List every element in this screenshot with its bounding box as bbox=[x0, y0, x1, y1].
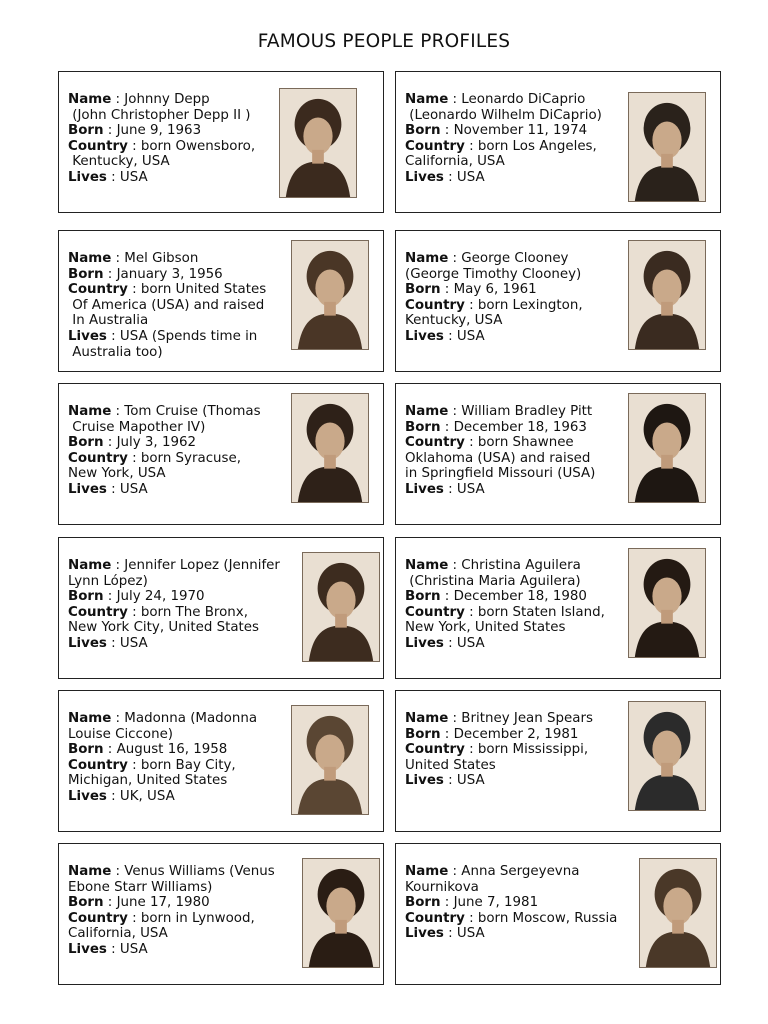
profile-photo bbox=[302, 858, 380, 968]
field-label-born: Born bbox=[405, 123, 441, 139]
field-value: : August 16, 1958 bbox=[103, 742, 228, 758]
profile-line bbox=[68, 123, 255, 139]
profile-photo bbox=[291, 705, 369, 815]
field-value: : June 7, 1981 bbox=[440, 895, 539, 911]
field-label-lives: Lives bbox=[68, 635, 107, 651]
field-label-lives: Lives bbox=[405, 169, 444, 185]
field-label-name: Name bbox=[68, 404, 112, 419]
profile-text bbox=[405, 251, 583, 345]
profile-line bbox=[405, 727, 593, 743]
field-value: Cruise Mapother IV) bbox=[68, 419, 206, 435]
profile-line bbox=[68, 404, 261, 420]
field-value: : Christina Aguilera bbox=[448, 558, 581, 573]
profile-line bbox=[405, 123, 602, 139]
profile-line bbox=[68, 558, 280, 574]
field-value: (Leonardo Wilhelm DiCaprio) bbox=[405, 107, 602, 123]
field-value: Kournikova bbox=[405, 879, 479, 895]
profile-photo bbox=[291, 393, 369, 503]
field-value: : USA bbox=[443, 328, 485, 344]
profile-photo bbox=[628, 701, 706, 811]
field-value: Oklahoma (USA) and raised bbox=[405, 450, 591, 466]
profile-line bbox=[405, 298, 583, 314]
field-value: : June 17, 1980 bbox=[103, 895, 210, 911]
field-label-country: Country bbox=[405, 742, 465, 758]
profile-card bbox=[58, 690, 384, 832]
profile-line bbox=[68, 329, 266, 345]
field-label-name: Name bbox=[405, 404, 449, 419]
field-value: : born Los Angeles, bbox=[464, 138, 597, 154]
profile-line bbox=[68, 345, 266, 361]
field-value: (Christina Maria Aguilera) bbox=[405, 573, 581, 589]
profile-line bbox=[68, 420, 261, 436]
profile-card bbox=[58, 537, 384, 679]
field-value: Lynn López) bbox=[68, 573, 148, 589]
field-label-born: Born bbox=[68, 123, 104, 139]
field-label-country: Country bbox=[68, 757, 128, 773]
field-value: New York, USA bbox=[68, 466, 166, 482]
field-label-country: Country bbox=[405, 297, 465, 313]
profile-photo bbox=[628, 393, 706, 503]
field-value: New York City, United States bbox=[68, 620, 260, 636]
field-value: : USA bbox=[443, 773, 485, 789]
profile-line bbox=[68, 313, 266, 329]
profile-line bbox=[68, 298, 266, 314]
profile-line bbox=[405, 139, 602, 155]
profile-line bbox=[405, 742, 593, 758]
profile-line bbox=[68, 758, 257, 774]
profile-line bbox=[405, 313, 583, 329]
profile-text bbox=[68, 92, 255, 186]
profile-line bbox=[405, 154, 602, 170]
field-value: : USA (Spends time in bbox=[106, 328, 258, 344]
field-value: : Anna Sergeyevna bbox=[448, 864, 580, 879]
field-value: : USA bbox=[443, 635, 485, 651]
profile-text bbox=[405, 711, 593, 789]
profile-photo bbox=[639, 858, 717, 968]
profile-line bbox=[68, 451, 261, 467]
field-label-lives: Lives bbox=[405, 481, 444, 497]
profile-text bbox=[405, 404, 595, 498]
field-value: : born Moscow, Russia bbox=[464, 910, 618, 926]
field-value: : born Mississippi, bbox=[464, 742, 589, 758]
profile-line bbox=[405, 482, 595, 498]
profile-card bbox=[58, 383, 384, 525]
field-value: : Venus Williams (Venus bbox=[111, 864, 275, 879]
field-value: : Johnny Depp bbox=[111, 92, 210, 107]
field-value: : June 9, 1963 bbox=[103, 123, 202, 139]
profile-line bbox=[405, 605, 605, 621]
profile-card bbox=[58, 71, 384, 213]
field-label-name: Name bbox=[68, 558, 112, 573]
profile-photo bbox=[628, 92, 706, 202]
profile-card bbox=[395, 537, 721, 679]
field-label-name: Name bbox=[405, 864, 449, 879]
field-value: Louise Ciccone) bbox=[68, 726, 174, 742]
field-value: : born Bay City, bbox=[127, 757, 236, 773]
profile-photo bbox=[628, 240, 706, 350]
profile-line bbox=[405, 864, 617, 880]
profile-line bbox=[68, 742, 257, 758]
field-label-lives: Lives bbox=[405, 773, 444, 789]
profile-line bbox=[405, 404, 595, 420]
profile-card bbox=[58, 843, 384, 985]
profile-line bbox=[405, 880, 617, 896]
profile-line bbox=[68, 267, 266, 283]
profile-line bbox=[68, 139, 255, 155]
field-label-lives: Lives bbox=[68, 328, 107, 344]
field-value: : USA bbox=[443, 481, 485, 497]
profile-line bbox=[405, 282, 583, 298]
field-value: : born United States bbox=[127, 282, 267, 298]
profile-card bbox=[395, 843, 721, 985]
profile-line bbox=[405, 420, 595, 436]
field-value: : William Bradley Pitt bbox=[448, 404, 593, 419]
profile-text bbox=[405, 864, 617, 942]
field-label-born: Born bbox=[68, 742, 104, 758]
field-value: In Australia bbox=[68, 313, 149, 329]
profile-line bbox=[68, 926, 275, 942]
field-value: California, USA bbox=[405, 154, 505, 170]
field-label-country: Country bbox=[68, 604, 128, 620]
page-title: FAMOUS PEOPLE PROFILES bbox=[257, 31, 511, 52]
profile-card bbox=[58, 230, 384, 372]
field-value: : December 18, 1963 bbox=[440, 419, 587, 435]
profile-line bbox=[68, 620, 280, 636]
field-label-lives: Lives bbox=[68, 169, 107, 185]
field-value: : George Clooney bbox=[448, 251, 569, 266]
field-value: : born The Bronx, bbox=[127, 604, 248, 620]
field-label-country: Country bbox=[405, 604, 465, 620]
field-value: : July 3, 1962 bbox=[103, 435, 197, 451]
field-value: : Leonardo DiCaprio bbox=[448, 92, 586, 107]
profile-line bbox=[68, 895, 275, 911]
field-label-lives: Lives bbox=[68, 481, 107, 497]
field-label-born: Born bbox=[405, 726, 441, 742]
profile-line bbox=[68, 864, 275, 880]
field-label-country: Country bbox=[405, 138, 465, 154]
field-label-country: Country bbox=[68, 138, 128, 154]
profile-text bbox=[68, 558, 280, 652]
profile-line bbox=[405, 435, 595, 451]
field-value: : July 24, 1970 bbox=[103, 589, 205, 605]
profile-line bbox=[405, 92, 602, 108]
profile-line bbox=[68, 636, 280, 652]
profile-line bbox=[68, 711, 257, 727]
field-label-lives: Lives bbox=[405, 926, 444, 942]
profile-card bbox=[395, 690, 721, 832]
field-value: : Tom Cruise (Thomas bbox=[111, 404, 261, 419]
field-value: : born Owensboro, bbox=[127, 138, 256, 154]
field-label-name: Name bbox=[405, 251, 449, 266]
profile-card bbox=[395, 71, 721, 213]
profile-line bbox=[68, 466, 261, 482]
field-value: : USA bbox=[443, 169, 485, 185]
field-label-name: Name bbox=[68, 711, 112, 726]
profile-card bbox=[395, 383, 721, 525]
field-label-born: Born bbox=[68, 589, 104, 605]
field-value: : born Staten Island, bbox=[464, 604, 605, 620]
field-value: United States bbox=[405, 757, 496, 773]
profile-line bbox=[405, 589, 605, 605]
field-value: California, USA bbox=[68, 926, 168, 942]
field-label-name: Name bbox=[68, 864, 112, 879]
field-label-country: Country bbox=[405, 910, 465, 926]
field-value: : November 11, 1974 bbox=[440, 123, 588, 139]
field-value: : December 18, 1980 bbox=[440, 589, 587, 605]
profile-line bbox=[405, 620, 605, 636]
field-value: : born Shawnee bbox=[464, 435, 574, 451]
field-value: Australia too) bbox=[68, 344, 163, 360]
field-label-lives: Lives bbox=[405, 328, 444, 344]
field-label-born: Born bbox=[405, 589, 441, 605]
field-value: : December 2, 1981 bbox=[440, 726, 579, 742]
profile-line bbox=[68, 789, 257, 805]
field-label-born: Born bbox=[68, 895, 104, 911]
field-label-name: Name bbox=[68, 251, 112, 266]
field-value: : Jennifer Lopez (Jennifer bbox=[111, 558, 280, 573]
profile-line bbox=[405, 926, 617, 942]
profile-line bbox=[405, 170, 602, 186]
field-label-name: Name bbox=[405, 711, 449, 726]
field-value: : Britney Jean Spears bbox=[448, 711, 593, 726]
profile-line bbox=[68, 942, 275, 958]
profile-text bbox=[68, 251, 266, 360]
field-label-lives: Lives bbox=[405, 635, 444, 651]
field-value: : USA bbox=[106, 169, 148, 185]
field-label-born: Born bbox=[68, 435, 104, 451]
profile-line bbox=[68, 435, 261, 451]
profile-line bbox=[405, 911, 617, 927]
profile-line bbox=[68, 589, 280, 605]
profile-line bbox=[405, 558, 605, 574]
field-value: : USA bbox=[106, 481, 148, 497]
field-value: : USA bbox=[106, 941, 148, 957]
profile-text bbox=[68, 864, 275, 958]
profile-text bbox=[68, 711, 257, 805]
profile-line bbox=[68, 773, 257, 789]
field-value: (John Christopher Depp II ) bbox=[68, 107, 251, 123]
field-value: Kentucky, USA bbox=[68, 154, 170, 170]
profile-line bbox=[405, 711, 593, 727]
profile-line bbox=[68, 482, 261, 498]
field-label-country: Country bbox=[68, 910, 128, 926]
field-label-born: Born bbox=[405, 282, 441, 298]
profile-line bbox=[68, 911, 275, 927]
profile-line bbox=[405, 636, 605, 652]
field-value: : USA bbox=[443, 926, 485, 942]
profile-line bbox=[68, 605, 280, 621]
profile-line bbox=[68, 880, 275, 896]
profile-line bbox=[68, 282, 266, 298]
field-label-country: Country bbox=[405, 435, 465, 451]
field-value: : Madonna (Madonna bbox=[111, 711, 258, 726]
field-label-name: Name bbox=[405, 92, 449, 107]
profile-line bbox=[405, 466, 595, 482]
profile-line bbox=[405, 895, 617, 911]
profile-photo bbox=[628, 548, 706, 658]
field-label-name: Name bbox=[68, 92, 112, 107]
field-value: : born in Lynwood, bbox=[127, 910, 255, 926]
field-value: Michigan, United States bbox=[68, 773, 228, 789]
field-label-country: Country bbox=[68, 282, 128, 298]
profile-line bbox=[68, 154, 255, 170]
profile-card bbox=[395, 230, 721, 372]
profile-photo bbox=[302, 552, 380, 662]
profile-photo bbox=[279, 88, 357, 198]
field-value: : Mel Gibson bbox=[111, 251, 199, 266]
field-value: : January 3, 1956 bbox=[103, 266, 223, 282]
field-label-lives: Lives bbox=[68, 941, 107, 957]
field-label-born: Born bbox=[68, 266, 104, 282]
field-label-country: Country bbox=[68, 450, 128, 466]
profile-line bbox=[405, 758, 593, 774]
profile-line bbox=[68, 92, 255, 108]
field-label-lives: Lives bbox=[68, 788, 107, 804]
profile-text bbox=[68, 404, 261, 498]
field-label-born: Born bbox=[405, 419, 441, 435]
field-label-born: Born bbox=[405, 895, 441, 911]
profile-text bbox=[405, 92, 602, 186]
profile-line bbox=[405, 267, 583, 283]
field-value: : born Lexington, bbox=[464, 297, 583, 313]
profile-line bbox=[68, 108, 255, 124]
field-label-name: Name bbox=[405, 558, 449, 573]
profile-text bbox=[405, 558, 605, 652]
field-value: Of America (USA) and raised bbox=[68, 297, 265, 313]
profile-line bbox=[68, 574, 280, 590]
field-value: Ebone Starr Williams) bbox=[68, 879, 213, 895]
field-value: : USA bbox=[106, 635, 148, 651]
field-value: : May 6, 1961 bbox=[440, 282, 537, 298]
profile-line bbox=[405, 451, 595, 467]
field-value: in Springfield Missouri (USA) bbox=[405, 466, 596, 482]
profile-line bbox=[68, 251, 266, 267]
field-value: (George Timothy Clooney) bbox=[405, 266, 582, 282]
field-value: New York, United States bbox=[405, 620, 566, 636]
profile-line bbox=[68, 170, 255, 186]
field-value: Kentucky, USA bbox=[405, 313, 503, 329]
profile-line bbox=[405, 773, 593, 789]
field-value: : UK, USA bbox=[106, 788, 175, 804]
profile-line bbox=[405, 329, 583, 345]
profile-line bbox=[405, 108, 602, 124]
profile-line bbox=[405, 574, 605, 590]
profile-line bbox=[405, 251, 583, 267]
profile-photo bbox=[291, 240, 369, 350]
field-value: : born Syracuse, bbox=[127, 450, 242, 466]
profile-line bbox=[68, 727, 257, 743]
